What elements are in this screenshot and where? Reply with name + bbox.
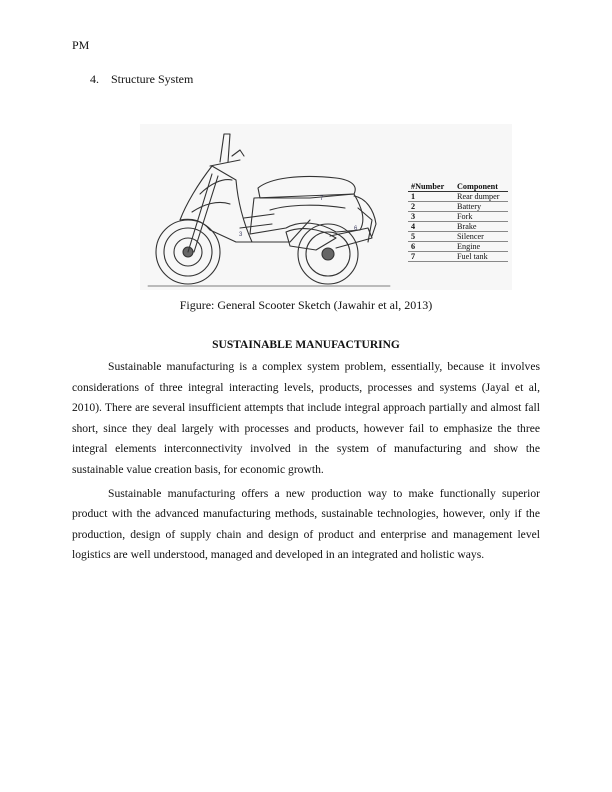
table-header-number: #Number	[408, 182, 454, 192]
table-cell-component: Fuel tank	[454, 252, 508, 262]
table-cell-component: Fork	[454, 212, 508, 222]
table-cell-number: 1	[408, 192, 454, 202]
table-row	[408, 242, 508, 252]
table-row	[408, 192, 508, 202]
table-row	[408, 202, 508, 212]
page-header: PM	[72, 38, 90, 52]
table-row	[408, 232, 508, 242]
svg-text:7: 7	[320, 196, 324, 202]
body-text	[72, 357, 540, 569]
section-heading: SUSTAINABLE MANUFACTURING	[212, 339, 400, 351]
paragraph: Sustainable manufacturing is a complex system problem, essentially, because it involves considerations of three integral interacting levels, products, processes and systems (Jayal et al, 2010). There are several insufficient attempts that include integral approach partially and almost fall short, since they deal largely with processes and products, however fail to emphasize the three integral elements interconnectivity involved in the system of manufacturing and show the sustainable value creation basis, for economic growth.	[72, 360, 540, 476]
table-cell-component: Rear dumper	[454, 192, 508, 202]
table-cell-number: 6	[408, 242, 454, 252]
svg-text:3: 3	[239, 232, 243, 238]
figure-caption: Figure: General Scooter Sketch (Jawahir et al, 2013)	[179, 298, 433, 312]
table-cell-component: Engine	[454, 242, 508, 252]
section-title-text: Structure System	[111, 72, 194, 86]
table-cell-number: 5	[408, 232, 454, 242]
table-cell-component: Battery	[454, 202, 508, 212]
section-number: 4.	[90, 72, 99, 86]
section-title	[90, 72, 193, 87]
table-cell-number: 7	[408, 252, 454, 262]
table-cell-number: 4	[408, 222, 454, 232]
component-table	[408, 182, 508, 262]
table-cell-component: Silencer	[454, 232, 508, 242]
table-cell-component: Brake	[454, 222, 508, 232]
table-row	[408, 222, 508, 232]
scooter-figure	[140, 124, 512, 290]
paragraph: Sustainable manufacturing offers a new production way to make functionally superior product with the advanced manufacturing methods, sustainable technologies, however, only if the production, design of supply chain and design of product and enterprise and management level logistics are well understood, managed and developed in an integrated and holistic ways.	[72, 486, 540, 562]
table-cell-number: 3	[408, 212, 454, 222]
table-header-component: Component	[454, 182, 508, 192]
table-row	[408, 212, 508, 222]
svg-text:6: 6	[354, 226, 358, 232]
table-row	[408, 252, 508, 262]
table-cell-number: 2	[408, 202, 454, 212]
table-header-row	[408, 182, 508, 192]
